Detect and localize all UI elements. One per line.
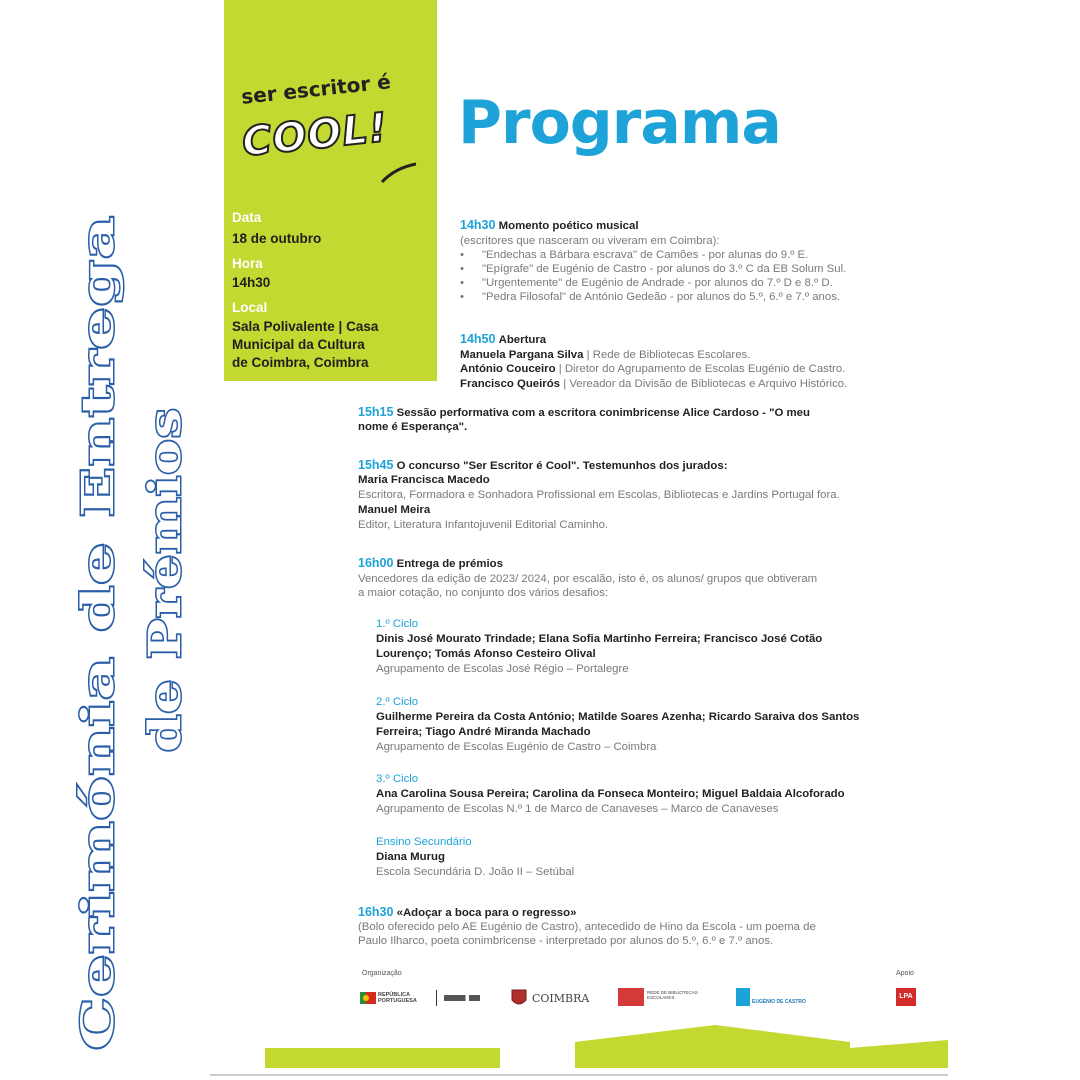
section-title: Sessão performativa com a escritora conimbricense Alice Cardoso - "O meu [396,407,810,419]
logo-text-top: ser escritor é [240,69,392,109]
speaker-role: | Rede de Bibliotecas Escolares. [583,349,751,361]
time-value: 14h30 [232,275,271,290]
section-title-cont: nome é Esperança". [358,421,468,433]
logo-text-cool: COOL! [240,104,391,166]
logo-eugenio: EUGÉNIO DE CASTRO [752,999,806,1005]
section-description: Paulo Ilharco, poeta conimbricense - interpretado por alunos do 5.º, 6.º e 7.º anos. [358,935,774,947]
section-description: Vencedores da edição de 2023/ 2024, por escalão, isto é, os alunos/ grupos que obtiveram [358,573,818,585]
rbe-logo-icon [618,988,644,1006]
section-heading [358,556,503,571]
section-heading [358,905,576,920]
speaker-row [460,348,750,362]
winner-names: Lourenço; Tomás Afonso Cesteiro Olival [376,648,596,660]
list-item: • "Epígrafe" de Eugénio de Castro - por alunos do 3.º C da EB Solum Sul. [460,262,846,276]
location-line: Municipal da Cultura [232,337,365,352]
section-description: a maior cotação, no conjunto dos vários desafios: [358,587,609,599]
time-label: Hora [232,256,263,271]
section-subtitle: (escritores que nasceram ou viveram em Coimbra): [460,235,720,247]
vertical-title-line2: de Prémios [140,466,191,752]
section-time: 15h15 [358,405,394,419]
school-name: Agrupamento de Escolas José Régio – Portalegre [376,663,629,675]
support-label: Apoio [896,970,914,977]
date-label: Data [232,210,262,225]
footer-wave-band [210,1020,948,1080]
section-heading [460,218,639,233]
section-title: «Adoçar a boca para o regresso» [396,907,577,919]
speaker-name: Manuela Pargana Silva [460,349,584,361]
vertical-title [0,0,205,1080]
section-title: Entrega de prémios [396,558,503,570]
section-time: 14h50 [460,332,496,346]
list-item: • "Urgentemente" de Eugénio de Andrade - por alunos do 7.º D e 8.º D. [460,276,846,290]
jury-description: Escritora, Formadora e Sonhadora Profissional em Escolas, Bibliotecas e Jardins Portugal fora. [358,489,840,501]
school-name: Agrupamento de Escolas Eugénio de Castro – Coimbra [376,741,657,753]
speaker-role: | Vereador da Divisão de Bibliotecas e Arquivo Histórico. [560,378,848,390]
eugenio-logo-icon [736,988,750,1006]
speaker-name: Francisco Queirós [460,378,561,390]
date-value: 18 de outubro [232,231,322,246]
vertical-title-line1: Cerimónia de Entrega [73,488,124,1050]
jury-description: Editor, Literatura Infantojuvenil Editorial Caminho. [358,519,609,531]
section-title: Momento poético musical [498,220,639,232]
organization-label: Organização [362,970,402,977]
coimbra-crest-icon [510,988,528,1008]
republica-flag-icon [360,990,376,1006]
level-label: 2.º Ciclo [376,696,419,708]
section-time: 16h00 [358,556,394,570]
section-heading [358,458,727,473]
logo-rbe: REDE DE BIBLIOTECAS ESCOLARES [647,990,698,1000]
page-title: Programa [458,88,781,158]
list-item: • "Endechas a Bárbara escrava" de Camões - por alunas do 9.º E. [460,248,846,262]
section-time: 14h30 [460,218,496,232]
jury-name: Maria Francisca Macedo [358,474,490,486]
school-name: Escola Secundária D. João II – Setúbal [376,866,575,878]
jury-name: Manuel Meira [358,504,431,516]
speaker-name: António Couceiro [460,363,556,375]
logo-lpa: LPA [896,988,916,1006]
level-label: 3.º Ciclo [376,773,419,785]
section-title: O concurso "Ser Escritor é Cool". Testemunhos dos jurados: [396,460,728,472]
ministry-logo-icon [444,995,480,1001]
section-title: Abertura [498,334,547,346]
logo-republica: REPÚBLICA PORTUGUESA [378,992,417,1004]
level-label: Ensino Secundário [376,836,472,848]
logo-swoosh-icon [380,160,420,185]
winner-names: Ana Carolina Sousa Pereira; Carolina da Fonseca Monteiro; Miguel Baldaia Alcoforado [376,788,845,800]
section-description: (Bolo oferecido pelo AE Eugénio de Castro), antecedido de Hino da Escola - um poema de [358,921,816,933]
location-line: de Coimbra, Coimbra [232,355,369,370]
speaker-row [460,362,845,376]
location-line: Sala Polivalente | Casa [232,319,379,334]
speaker-row [460,377,847,391]
location-label: Local [232,300,268,315]
winner-names: Diana Murug [376,851,445,863]
section-heading [358,405,810,420]
level-label: 1.º Ciclo [376,618,419,630]
list-item: • "Pedra Filosofal" de António Gedeão - por alunos do 5.º, 6.º e 7.º anos. [460,290,846,304]
winner-names: Dinis José Mourato Trindade; Elana Sofia Martinho Ferreira; Francisco José Cotão [376,633,823,645]
logo-divider [436,990,437,1006]
logo-coimbra: COIMBRA [532,992,590,1005]
winner-names: Guilherme Pereira da Costa António; Matilde Soares Azenha; Ricardo Saraiva dos Santos [376,711,860,723]
speaker-role: | Diretor do Agrupamento de Escolas Eugénio de Castro. [555,363,846,375]
poem-list [460,248,846,304]
school-name: Agrupamento de Escolas N.º 1 de Marco de Canaveses – Marco de Canaveses [376,803,779,815]
sponsor-logos [360,968,940,1018]
section-time: 15h45 [358,458,394,472]
section-time: 16h30 [358,905,394,919]
section-heading [460,332,546,347]
winner-names: Ferreira; Tiago André Miranda Machado [376,726,591,738]
